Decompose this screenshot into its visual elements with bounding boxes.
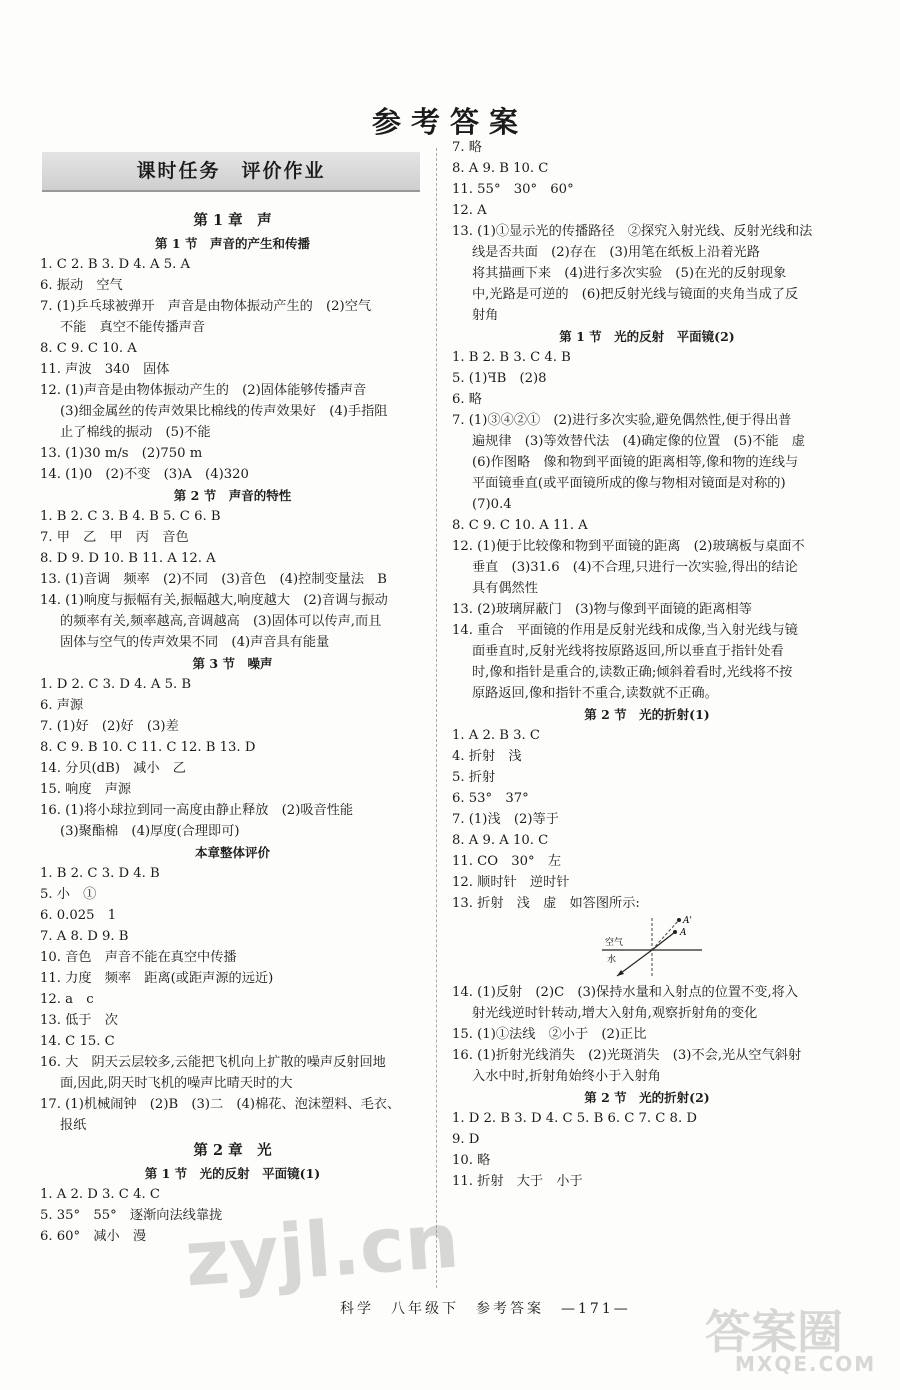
answer-line: 5. 折射 <box>452 770 496 785</box>
answer-line: 13. 折射 浅 虚 如答图所示: <box>452 896 640 911</box>
answer-line: 12. (1)声音是由物体振动产生的 (2)固体能够传播声音 <box>40 383 367 398</box>
answer-line: 1. B 2. B 3. C 4. B <box>452 350 571 365</box>
answer-continuation: 遍规律 (3)等效替代法 (4)确定像的位置 (5)不能 虚 <box>472 434 805 449</box>
answer-line: 7. (1)浅 (2)等于 <box>452 812 559 827</box>
answer-line: 13. (1)①显示光的传播路径 ②探究入射光线、反射光线和法 <box>452 224 813 239</box>
answer-continuation: 时,像和指针是重合的,读数正确;倾斜着看时,光线将不按 <box>472 665 793 680</box>
answer-continuation: 垂直 (3)31.6 (4)不合理,只进行一次实验,得出的结论 <box>472 560 798 575</box>
answer-line: 7. A 8. D 9. B <box>40 929 129 944</box>
answer-line: 5. 35° 55° 逐渐向法线靠拢 <box>40 1208 223 1223</box>
answer-line: 10. 略 <box>452 1153 491 1168</box>
section-heading: 本章整体评价 <box>194 845 270 860</box>
answer-continuation: 报纸 <box>60 1118 87 1133</box>
section-heading: 第 2 节 光的折射(1) <box>584 707 710 722</box>
answer-line: 11. 声波 340 固体 <box>40 362 170 377</box>
label-a-prime: A' <box>683 916 692 926</box>
page-footer: 科学 八年级下 参考答案 —171— <box>340 1301 631 1317</box>
answer-line: 1. D 2. B 3. D 4. C 5. B 6. C 7. C 8. D <box>452 1111 697 1126</box>
section-banner: 课时任务 评价作业 <box>42 152 420 192</box>
answer-line: 11. CO 30° 左 <box>452 854 562 869</box>
answer-line: 15. 响度 声源 <box>40 782 132 797</box>
answer-continuation: (3)聚酯棉 (4)厚度(合理即可) <box>60 824 240 839</box>
answer-line: 12. 顺时针 逆时针 <box>452 875 570 890</box>
answer-line: 11. 力度 频率 距离(或距声源的远近) <box>40 971 274 986</box>
section-heading: 第 2 节 声音的特性 <box>173 488 292 503</box>
answer-continuation: 线是否共面 (2)存在 (3)用笔在纸板上沿着光路 <box>472 245 760 260</box>
answer-line: 13. (1)音调 频率 (2)不同 (3)音色 (4)控制变量法 B <box>40 572 387 587</box>
answer-line: 5. 小 ① <box>40 887 97 902</box>
section-heading: 第 2 节 光的折射(2) <box>584 1090 710 1105</box>
answer-continuation: 固体与空气的传声效果不同 (4)声音具有能量 <box>60 635 330 650</box>
answer-line: 16. 大 阴天云层较多,云能把飞机向上扩散的噪声反射回地 <box>40 1055 386 1070</box>
answer-line: 7. 略 <box>452 140 482 155</box>
answer-line: 14. (1)0 (2)不变 (3)A (4)320 <box>40 467 249 482</box>
answer-continuation: 中,光路是可逆的 (6)把反射光线与镜面的夹角当成了反 <box>472 287 799 302</box>
answer-line: 16. (1)折射光线消失 (2)光斑消失 (3)不会,光从空气斜射 <box>452 1048 802 1063</box>
answer-line: 8. C 9. B 10. C 11. C 12. B 13. D <box>40 740 256 755</box>
right-column <box>452 137 842 1192</box>
answer-line: 7. (1)乒乓球被弹开 声音是由物体振动产生的 (2)空气 <box>40 299 372 314</box>
answer-continuation: 面垂直时,反射光线将按原路返回,所以垂直于指针处看 <box>472 644 784 659</box>
answer-line: 6. 53° 37° <box>452 791 529 806</box>
answer-line: 7. 甲 乙 甲 丙 音色 <box>40 530 189 545</box>
watermark-daanquan: 答案圈 <box>705 1305 843 1359</box>
answer-line: 13. 低于 次 <box>40 1013 118 1028</box>
answer-line: 14. C 15. C <box>40 1034 115 1049</box>
answer-line: 8. A 9. B 10. C <box>452 161 549 176</box>
watermark-zyjl: zyjl.cn <box>182 1195 462 1304</box>
answer-line: 6. 0.025 1 <box>40 908 117 923</box>
answer-line: 1. A 2. B 3. C <box>452 728 541 743</box>
answer-line: 8. D 9. D 10. B 11. A 12. A <box>40 551 216 566</box>
answer-continuation: 面,因此,阴天时飞机的噪声比晴天时的大 <box>60 1076 293 1091</box>
answer-continuation: 不能 真空不能传播声音 <box>60 320 206 335</box>
answer-line: 1. B 2. C 3. D 4. B <box>40 866 160 881</box>
answer-line: 8. C 9. C 10. A 11. A <box>452 518 588 533</box>
answer-line: 6. 振动 空气 <box>40 278 123 293</box>
answer-continuation: 原路返回,像和指针不重合,读数就不正确。 <box>472 686 718 701</box>
page-title: 参考答案 <box>371 105 528 139</box>
answer-line: 1. D 2. C 3. D 4. A 5. B <box>40 677 192 692</box>
answer-continuation: 止了棉线的振动 (5)不能 <box>60 425 211 440</box>
chapter-heading: 第 2 章 光 <box>193 1142 272 1159</box>
answer-continuation: 平面镜垂直(或平面镜所成的像与物相对镜面是对称的) <box>472 476 786 491</box>
answer-line: 11. 55° 30° 60° <box>452 182 574 197</box>
refraction-diagram <box>452 914 842 982</box>
answer-line: 13. (1)30 m/s (2)750 m <box>40 446 203 461</box>
answer-line: 12. A <box>452 203 487 218</box>
column-divider <box>436 148 437 1288</box>
answer-line: 9. D <box>452 1132 480 1147</box>
answer-line: 14. 分贝(dB) 减小 乙 <box>40 761 186 776</box>
answer-continuation: (3)细金属丝的传声效果比棉线的传声效果好 (4)手指阻 <box>60 404 388 419</box>
answer-line: 5. (1)ꟻB (2)8 <box>452 371 547 386</box>
label-water: 水 <box>607 955 617 965</box>
answer-line: 11. 折射 大于 小于 <box>452 1174 583 1189</box>
answer-continuation: 射光线逆时针转动,增大入射角,观察折射角的变化 <box>472 1006 758 1021</box>
answer-line: 14. 重合 平面镜的作用是反射光线和成像,当入射光线与镜 <box>452 623 798 638</box>
answer-continuation: 具有偶然性 <box>472 581 538 596</box>
answer-line: 13. (2)玻璃屏蔽门 (3)物与像到平面镜的距离相等 <box>452 602 752 617</box>
section-heading: 第 1 节 声音的产生和传播 <box>155 236 310 251</box>
answer-continuation: 将其描画下来 (4)进行多次实验 (5)在光的反射现象 <box>472 266 787 281</box>
answer-line: 7. (1)③④②① (2)进行多次实验,避免偶然性,便于得出普 <box>452 413 792 428</box>
answer-line: 14. (1)反射 (2)C (3)保持水量和入射点的位置不变,将入 <box>452 985 799 1000</box>
answer-line: 8. A 9. A 10. C <box>452 833 549 848</box>
answer-line: 15. (1)①法线 ②小于 (2)正比 <box>452 1027 647 1042</box>
answer-continuation: (6)作图略 像和物到平面镜的距离相等,像和物的连线与 <box>472 455 799 470</box>
answer-line: 8. C 9. C 10. A <box>40 341 137 356</box>
label-a: A <box>680 928 687 938</box>
answer-line: 14. (1)响度与振幅有关,振幅越大,响度越大 (2)音调与振动 <box>40 593 388 608</box>
left-column <box>40 206 425 1247</box>
answer-line: 10. 音色 声音不能在真空中传播 <box>40 950 237 965</box>
answer-continuation: 射角 <box>472 308 499 323</box>
answer-line: 7. (1)好 (2)好 (3)差 <box>40 719 179 734</box>
answer-line: 17. (1)机械闹钟 (2)B (3)二 (4)棉花、泡沫塑料、毛衣、 <box>40 1097 401 1112</box>
chapter-heading: 第 1 章 声 <box>193 212 272 229</box>
section-heading: 第 1 节 光的反射 平面镜(1) <box>144 1166 321 1181</box>
answer-line: 6. 略 <box>452 392 482 407</box>
section-heading: 第 3 节 噪声 <box>192 656 273 671</box>
section-heading: 第 1 节 光的反射 平面镜(2) <box>559 329 735 344</box>
answer-continuation: 入水中时,折射角始终小于入射角 <box>472 1069 661 1084</box>
answer-line: 4. 折射 浅 <box>452 749 522 764</box>
answer-continuation: 的频率有关,频率越高,音调越高 (3)固体可以传声,而且 <box>60 614 382 629</box>
answer-line: 1. A 2. D 3. C 4. C <box>40 1187 160 1202</box>
answer-line: 6. 声源 <box>40 698 84 713</box>
answer-line: 16. (1)将小球拉到同一高度由静止释放 (2)吸音性能 <box>40 803 354 818</box>
label-air: 空气 <box>605 938 624 948</box>
answer-continuation: (7)0.4 <box>472 497 512 512</box>
answer-line: 12. (1)便于比较像和物到平面镜的距离 (2)玻璃板与桌面不 <box>452 539 805 554</box>
watermark-mxqe: MXQE.COM <box>735 1352 877 1376</box>
answer-line: 1. B 2. C 3. B 4. B 5. C 6. B <box>40 509 221 524</box>
answer-line: 6. 60° 减小 漫 <box>40 1229 147 1244</box>
answer-line: 12. a c <box>40 992 94 1007</box>
answer-line: 1. C 2. B 3. D 4. A 5. A <box>40 257 191 272</box>
